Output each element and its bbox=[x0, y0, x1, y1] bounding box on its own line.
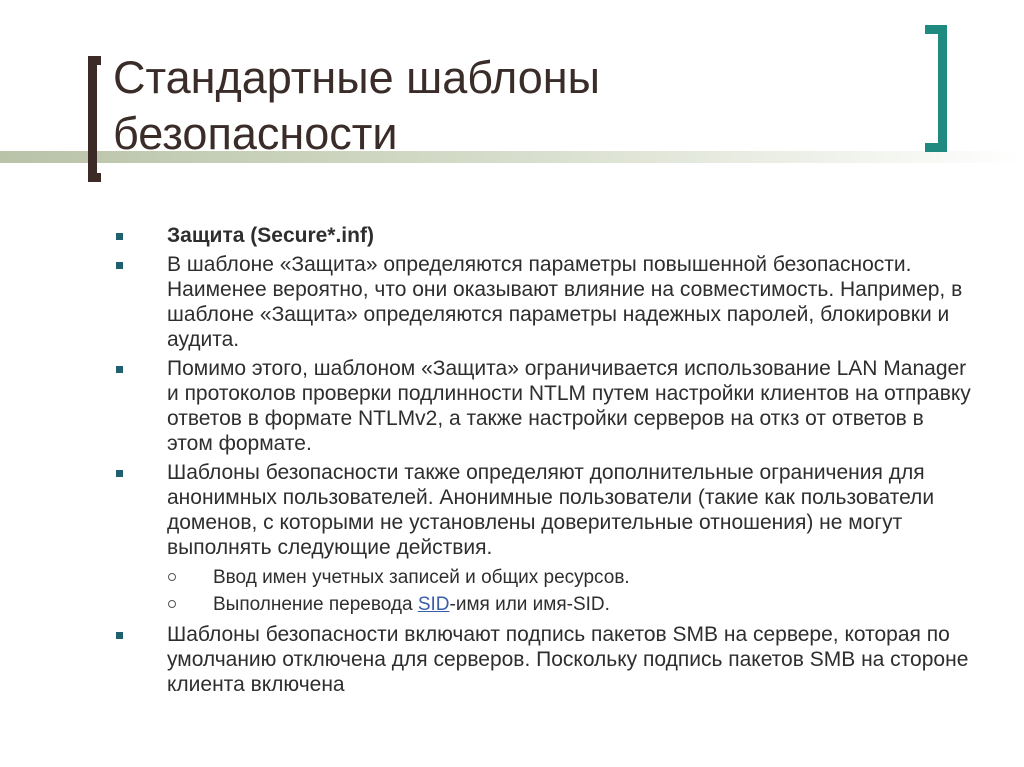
list-item-text: В шаблоне «Защита» определяются параметры повышенной безопасности. Наименее вероятно, что они оказывают влияние на совместимость. Например, в шаблоне «Защита» определяются параметры надежных паролей, блокировки и аудита. bbox=[167, 253, 963, 351]
list-item bbox=[112, 622, 972, 697]
list-item-text: Шаблоны безопасности также определяют дополнительные ограничения для анонимных пользователей. Анонимные пользователи (такие как пользователи доменов, с которыми не установлены доверительные отношения) не могут выполнять следующие действия. bbox=[167, 461, 935, 559]
left-bracket-decoration bbox=[88, 56, 101, 182]
square-bullet-icon bbox=[116, 233, 123, 240]
list-item bbox=[112, 223, 972, 248]
square-bullet-icon bbox=[116, 632, 123, 639]
right-bracket-decoration bbox=[925, 25, 947, 152]
list-item bbox=[112, 252, 972, 352]
circle-bullet-icon bbox=[168, 600, 176, 608]
list-item bbox=[112, 460, 972, 560]
sub-list-item-text: Ввод имен учетных записей и общих ресурсов. bbox=[213, 567, 630, 588]
list-item-text: Шаблоны безопасности включают подпись пакетов SMB на сервере, которая по умолчанию отключена для серверов. Поскольку подпись пакетов SMB на стороне клиента включена bbox=[167, 623, 969, 696]
sub-list-item-text-before: Выполнение перевода bbox=[213, 594, 418, 615]
square-bullet-icon bbox=[116, 366, 123, 373]
circle-bullet-icon bbox=[168, 573, 176, 581]
list-item bbox=[112, 356, 972, 456]
square-bullet-icon bbox=[116, 262, 123, 269]
sub-list-item bbox=[112, 591, 972, 618]
list-item-text: Защита (Secure*.inf) bbox=[167, 224, 374, 247]
sub-list-item-text-after: -имя или имя-SID. bbox=[449, 594, 610, 615]
sub-list-item bbox=[112, 564, 972, 591]
square-bullet-icon bbox=[116, 470, 123, 477]
slide-content bbox=[112, 223, 972, 701]
slide-title: Стандартные шаблоны безопасности bbox=[113, 52, 601, 159]
sid-link[interactable]: SID bbox=[417, 594, 450, 615]
list-item-text: Помимо этого, шаблоном «Защита» ограничивается использование LAN Manager и протоколов проверки подлинности NTLM путем настройки клиентов на отправку ответов в формате NTLMv2, а также настройки серверов на откз от ответов в этом формате. bbox=[167, 357, 971, 455]
